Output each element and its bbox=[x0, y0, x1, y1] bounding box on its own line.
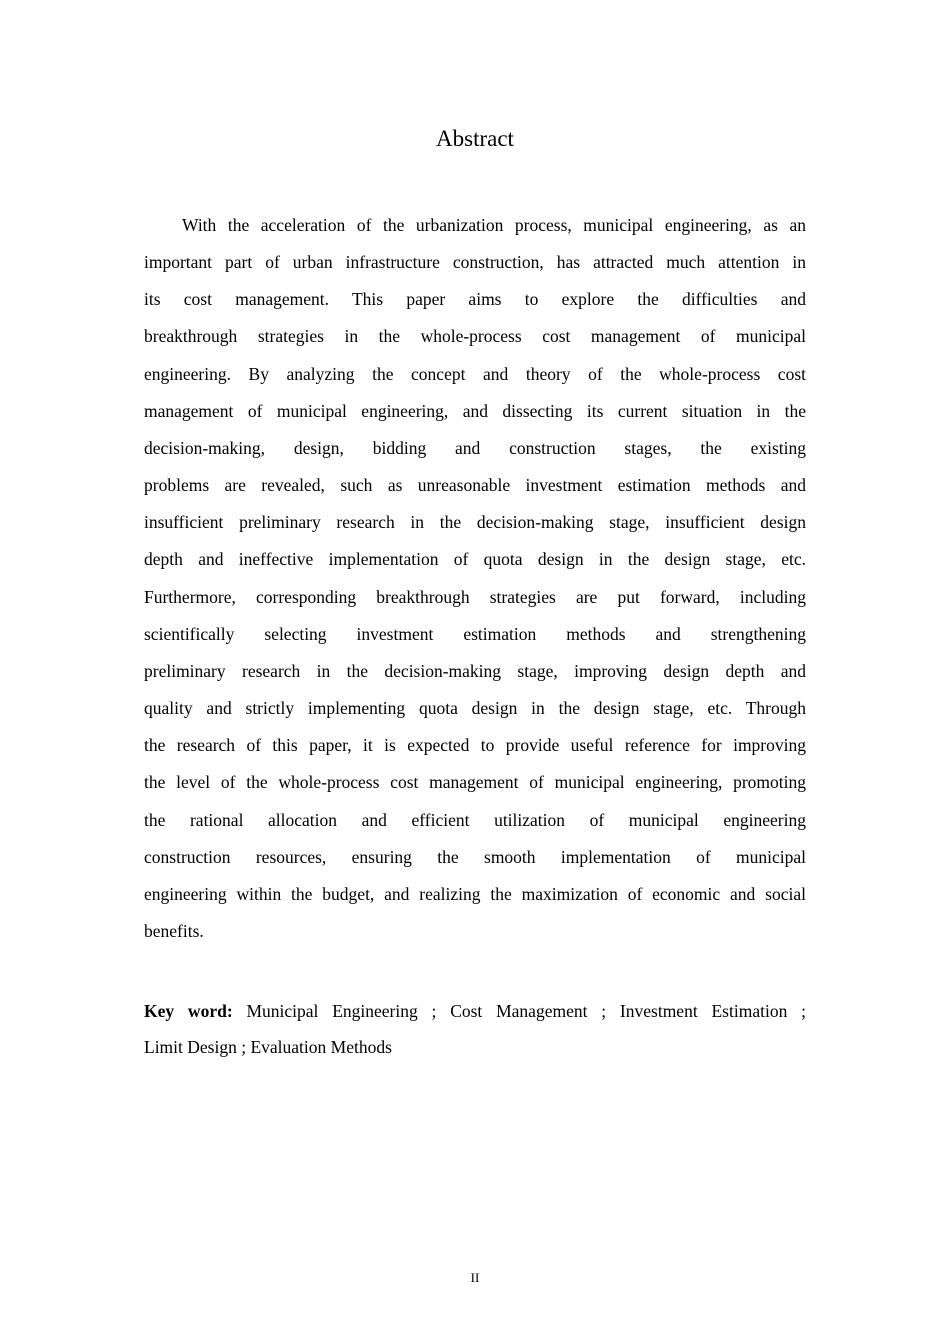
abstract-line: management of municipal engineering, and dissecting its current situation in the bbox=[144, 400, 806, 421]
abstract-line: construction resources, ensuring the smooth implementation of municipal bbox=[144, 846, 806, 867]
abstract-line: insufficient preliminary research in the decision-making stage, insufficient design bbox=[144, 512, 806, 533]
abstract-line: Furthermore, corresponding breakthrough strategies are put forward, including bbox=[144, 586, 806, 607]
keywords-section bbox=[144, 997, 806, 1069]
keywords-line-2: Limit Design ; Evaluation Methods bbox=[144, 1037, 392, 1057]
keywords-label: Key word: bbox=[144, 1001, 233, 1021]
abstract-line: quality and strictly implementing quota design in the design stage, etc. Through bbox=[144, 698, 806, 719]
abstract-line: the level of the whole-process cost management of municipal engineering, promoting bbox=[144, 772, 806, 793]
abstract-line: scientifically selecting investment estimation methods and strengthening bbox=[144, 623, 806, 644]
page-number: II bbox=[470, 1270, 480, 1285]
abstract-line: preliminary research in the decision-making stage, improving design depth and bbox=[144, 660, 806, 681]
abstract-line: breakthrough strategies in the whole-process cost management of municipal bbox=[144, 326, 806, 347]
abstract-line: benefits. bbox=[144, 920, 204, 941]
abstract-line: its cost management. This paper aims to explore the difficulties and bbox=[144, 289, 806, 310]
abstract-line: depth and ineffective implementation of quota design in the design stage, etc. bbox=[144, 549, 806, 570]
abstract-line: engineering within the budget, and realizing the maximization of economic and social bbox=[144, 883, 806, 904]
page-title: Abstract bbox=[436, 126, 514, 151]
keywords-text: Municipal Engineering ; Cost Management ; Investment Estimation ; bbox=[246, 1001, 806, 1021]
abstract-line: important part of urban infrastructure construction, has attracted much attention in bbox=[144, 252, 806, 273]
abstract-line: the rational allocation and efficient utilization of municipal engineering bbox=[144, 809, 806, 830]
keywords-line-1 bbox=[144, 997, 806, 1033]
abstract-line: With the acceleration of the urbanization process, municipal engineering, as an bbox=[182, 215, 806, 235]
abstract-line: engineering. By analyzing the concept and theory of the whole-process cost bbox=[144, 363, 806, 384]
abstract-line: decision-making, design, bidding and construction stages, the existing bbox=[144, 437, 806, 458]
abstract-line: problems are revealed, such as unreasonable investment estimation methods and bbox=[144, 475, 806, 496]
abstract-body bbox=[144, 211, 806, 954]
abstract-line: the research of this paper, it is expected to provide useful reference for improving bbox=[144, 735, 806, 756]
